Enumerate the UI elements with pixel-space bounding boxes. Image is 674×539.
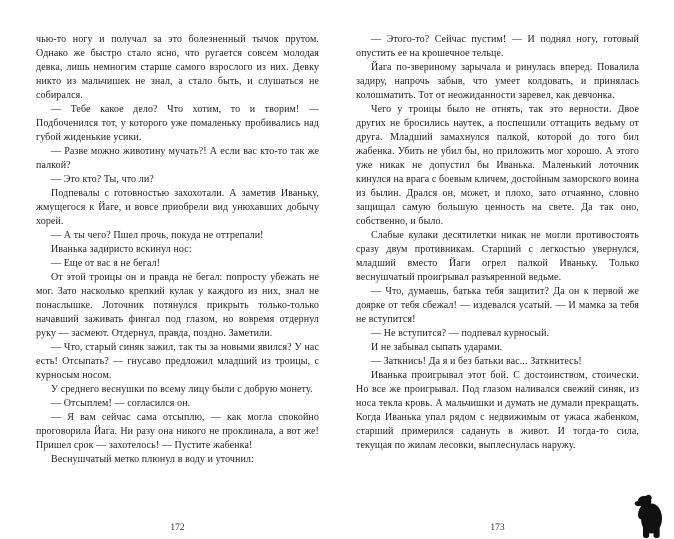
paragraph: Слабые кулаки десятилетки никак не могли противостоять сразу двум противникам. Старший с легкостью увернулся, младший вместо Йаги огрел палкой Иваньку. Только веснушчатый проигрывал разъяренной ведьме.	[356, 230, 639, 283]
paragraph: Иванька проигрывал этот бой. С достоинством, стоически. Но все же проигрывал. Под глазом наливался свежий синяк, из носа текла кровь. А мальчишки и думать не думали прекращать. Когда Иванька упал рядом с недвижимым от ужаса жабенком, старший примерился садануть в живот. И тогда-то сила, текущая по жилам лесовки, выплеснулась наружу.	[356, 370, 639, 451]
paragraph: — Еще от вас я не бегал!	[51, 258, 161, 269]
paragraph: — Что, думаешь, батька тебя защитит? Да он к первой же доярке от тебя сбежал! — издевался усатый. — И мамка за тебя не вступится!	[356, 286, 639, 325]
paragraph: — Это кто? Ты, что ли?	[51, 174, 154, 185]
paragraph: — Тебе какое дело? Что хотим, то и творим! — Подбоченился тот, у которого уже помаленьку пробивались над губой жиденькие усики.	[36, 104, 319, 143]
paragraph: — Отсыплем! — согласился он.	[51, 398, 191, 409]
page-right-text	[356, 33, 639, 453]
paragraph: У среднего веснушки по всему лицу были с добрую монету.	[51, 384, 313, 395]
paragraph: — Этого-то? Сейчас пустим! — И поднял ногу, готовый опустить ее на крошечное тельце.	[356, 34, 639, 59]
paragraph: — Я вам сейчас сама отсыплю, — как могла спокойно проговорила Йага. Ни разу она никого не проклинала, а вот же! Пришел срок — захотелось! — Пустите жабенка!	[36, 412, 319, 451]
bear-silhouette-icon	[631, 494, 667, 538]
paragraph: — Не вступится? — подпевал курносый.	[371, 328, 550, 339]
page-number-right: 173	[490, 523, 505, 533]
paragraph: От этой троицы он и правда не бегал: попросту убежать не мог. Зато насколько крепкий кулак у каждого из них, знал не понаслышке. Лоточник потянулся прикрыть только-только начавший заживать фингал под глазом, но вовремя отдернул руку — засмеют. Отдернул, правда, поздно. Заметили.	[36, 272, 319, 339]
paragraph: Чего у троицы было не отнять, так это верности. Двое других не бросились наутек, а поспешили оттащить ведьму от друга. Младший замахнулся палкой, которой до того бил жабенка. Убить не убил бы, но приложить мог хорошо. А этого уже никак не допустил бы Иванька. Маленький лоточник кинулся на врага с боевым кличем, достойным заморского воина из былин. Дрался он, может, и плохо, зато отчаянно, словно защищал самую большую ценность на свете. Да так оно, собственно, и было.	[356, 104, 639, 227]
paragraph: Подпевалы с готовностью захохотали. А заметив Иваньку, жмущегося к Йаге, и вовсе приобрели вид унюхавших добычу хорей.	[36, 188, 319, 227]
page-right	[337, 0, 674, 539]
paragraph: Веснушчатый метко плюнул в воду и уточнил:	[51, 454, 254, 465]
paragraph: — Разве можно животину мучать?! А если вас кто-то так же палкой?	[36, 146, 319, 171]
paragraph: — А ты чего? Пшел прочь, покуда не оттрепали!	[51, 230, 264, 241]
page-left-text	[36, 33, 319, 467]
paragraph: И не забывал сыпать ударами.	[371, 342, 503, 353]
paragraph: — Заткнись! Да я и без батьки вас... Заткнитесь!	[371, 356, 582, 367]
paragraph: чью-то ногу и получал за это болезненный тычок прутом. Однако же быстро стало ясно, что ругается совсем молодая девка, лишь немногим старше самого взрослого из них. Девку никто из мальчишек не знал, а стало быть, и слушаться не собирался.	[36, 34, 319, 101]
paragraph: Йага по-звериному зарычала и ринулась вперед. Повалила задиру, напрочь забыв, что умеет колдовать, и принялась колошматить. Тот от неожиданности заревел, как девчонка.	[356, 62, 639, 101]
paragraph: — Что, старый синяк зажил, так ты за новыми явился? У нас есть! Отсыпать? — гнусаво предложил младший из троицы, с курносым носом.	[36, 342, 319, 381]
page-number-left: 172	[170, 523, 185, 533]
paragraph: Иванька задиристо вскинул нос:	[51, 244, 192, 255]
